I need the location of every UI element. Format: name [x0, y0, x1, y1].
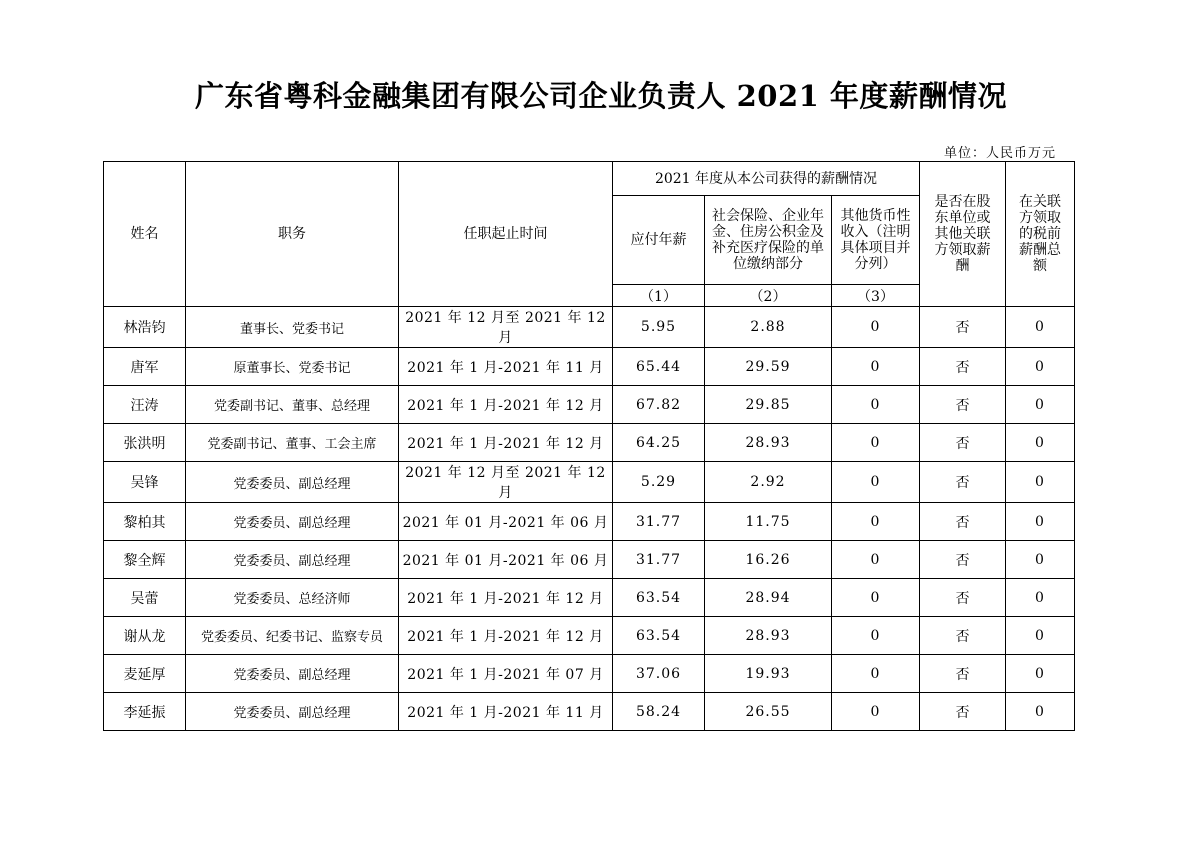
header-index-2: （2） [705, 285, 832, 307]
cell-period: 2021 年 1 月-2021 年 12 月 [399, 424, 613, 462]
cell-shareholder-pay: 否 [920, 307, 1006, 348]
cell-position: 党委副书记、董事、工会主席 [186, 424, 399, 462]
cell-name: 吴蕾 [104, 579, 186, 617]
cell-other-income: 0 [832, 693, 920, 731]
document-title: 广东省粤科金融集团有限公司企业负责人 2021 年度薪酬情况 [195, 79, 1007, 113]
cell-position: 党委委员、副总经理 [186, 693, 399, 731]
cell-salary: 31.77 [613, 503, 705, 541]
cell-salary: 64.25 [613, 424, 705, 462]
header-other-income: 其他货币性收入（注明具体项目并分列） [832, 196, 920, 285]
cell-related-pay: 0 [1006, 541, 1075, 579]
cell-period: 2021 年 12 月至 2021 年 12 月 [399, 307, 613, 348]
cell-name: 麦延厚 [104, 655, 186, 693]
cell-name: 吴锋 [104, 462, 186, 503]
table-row [104, 541, 1075, 579]
table-row [104, 579, 1075, 617]
table-row [104, 348, 1075, 386]
cell-shareholder-pay: 否 [920, 462, 1006, 503]
cell-insurance: 29.59 [705, 348, 832, 386]
cell-period: 2021 年 1 月-2021 年 12 月 [399, 579, 613, 617]
cell-period: 2021 年 1 月-2021 年 07 月 [399, 655, 613, 693]
table-row [104, 655, 1075, 693]
cell-shareholder-pay: 否 [920, 579, 1006, 617]
cell-insurance: 29.85 [705, 386, 832, 424]
unit-label: 单位：人民币万元 [943, 146, 1056, 161]
cell-name: 汪涛 [104, 386, 186, 424]
cell-shareholder-pay: 否 [920, 386, 1006, 424]
cell-other-income: 0 [832, 655, 920, 693]
header-compensation-group: 2021 年度从本公司获得的薪酬情况 [613, 162, 920, 196]
cell-related-pay: 0 [1006, 424, 1075, 462]
cell-related-pay: 0 [1006, 579, 1075, 617]
cell-position: 党委委员、副总经理 [186, 655, 399, 693]
header-position: 职务 [186, 162, 399, 307]
cell-position: 党委委员、副总经理 [186, 503, 399, 541]
cell-position: 党委委员、纪委书记、监察专员 [186, 617, 399, 655]
cell-other-income: 0 [832, 424, 920, 462]
cell-shareholder-pay: 否 [920, 617, 1006, 655]
cell-salary: 5.95 [613, 307, 705, 348]
cell-period: 2021 年 1 月-2021 年 11 月 [399, 693, 613, 731]
cell-other-income: 0 [832, 579, 920, 617]
cell-salary: 37.06 [613, 655, 705, 693]
cell-shareholder-pay: 否 [920, 424, 1006, 462]
cell-name: 李延振 [104, 693, 186, 731]
table-row [104, 386, 1075, 424]
cell-position: 党委委员、副总经理 [186, 541, 399, 579]
cell-shareholder-pay: 否 [920, 541, 1006, 579]
cell-other-income: 0 [832, 503, 920, 541]
cell-related-pay: 0 [1006, 462, 1075, 503]
header-insurance: 社会保险、企业年金、住房公积金及补充医疗保险的单位缴纳部分 [705, 196, 832, 285]
cell-name: 林浩钧 [104, 307, 186, 348]
cell-name: 张洪明 [104, 424, 186, 462]
cell-related-pay: 0 [1006, 348, 1075, 386]
cell-period: 2021 年 1 月-2021 年 11 月 [399, 348, 613, 386]
cell-name: 黎全辉 [104, 541, 186, 579]
header-period: 任职起止时间 [399, 162, 613, 307]
cell-period: 2021 年 1 月-2021 年 12 月 [399, 386, 613, 424]
header-name: 姓名 [104, 162, 186, 307]
cell-name: 唐军 [104, 348, 186, 386]
cell-period: 2021 年 1 月-2021 年 12 月 [399, 617, 613, 655]
cell-insurance: 16.26 [705, 541, 832, 579]
cell-related-pay: 0 [1006, 693, 1075, 731]
cell-salary: 31.77 [613, 541, 705, 579]
cell-shareholder-pay: 否 [920, 655, 1006, 693]
table-row [104, 693, 1075, 731]
cell-position: 党委委员、副总经理 [186, 462, 399, 503]
header-index-3: （3） [832, 285, 920, 307]
header-shareholder-pay: 是否在股东单位或其他关联方领取薪酬 [920, 162, 1006, 307]
cell-name: 谢从龙 [104, 617, 186, 655]
cell-salary: 67.82 [613, 386, 705, 424]
cell-salary: 63.54 [613, 617, 705, 655]
cell-name: 黎柏其 [104, 503, 186, 541]
cell-other-income: 0 [832, 541, 920, 579]
cell-insurance: 2.88 [705, 307, 832, 348]
cell-shareholder-pay: 否 [920, 693, 1006, 731]
cell-related-pay: 0 [1006, 386, 1075, 424]
cell-period: 2021 年 12 月至 2021 年 12 月 [399, 462, 613, 503]
cell-position: 董事长、党委书记 [186, 307, 399, 348]
cell-position: 党委副书记、董事、总经理 [186, 386, 399, 424]
cell-other-income: 0 [832, 348, 920, 386]
cell-related-pay: 0 [1006, 503, 1075, 541]
table-row [104, 617, 1075, 655]
cell-related-pay: 0 [1006, 655, 1075, 693]
cell-other-income: 0 [832, 386, 920, 424]
table-row [104, 503, 1075, 541]
table-body [104, 307, 1075, 731]
cell-other-income: 0 [832, 307, 920, 348]
cell-shareholder-pay: 否 [920, 348, 1006, 386]
cell-period: 2021 年 01 月-2021 年 06 月 [399, 541, 613, 579]
cell-other-income: 0 [832, 462, 920, 503]
cell-insurance: 26.55 [705, 693, 832, 731]
cell-other-income: 0 [832, 617, 920, 655]
salary-table [103, 161, 1075, 731]
table-row [104, 424, 1075, 462]
cell-period: 2021 年 01 月-2021 年 06 月 [399, 503, 613, 541]
cell-insurance: 2.92 [705, 462, 832, 503]
cell-insurance: 19.93 [705, 655, 832, 693]
cell-salary: 58.24 [613, 693, 705, 731]
header-index-1: （1） [613, 285, 705, 307]
header-annual-salary: 应付年薪 [613, 196, 705, 285]
cell-shareholder-pay: 否 [920, 503, 1006, 541]
header-related-pay: 在关联方领取的税前薪酬总额 [1006, 162, 1075, 307]
cell-insurance: 28.93 [705, 617, 832, 655]
cell-insurance: 28.93 [705, 424, 832, 462]
cell-salary: 5.29 [613, 462, 705, 503]
cell-related-pay: 0 [1006, 617, 1075, 655]
cell-position: 党委委员、总经济师 [186, 579, 399, 617]
cell-insurance: 28.94 [705, 579, 832, 617]
cell-salary: 63.54 [613, 579, 705, 617]
cell-salary: 65.44 [613, 348, 705, 386]
table-row [104, 462, 1075, 503]
cell-insurance: 11.75 [705, 503, 832, 541]
table-row [104, 307, 1075, 348]
cell-position: 原董事长、党委书记 [186, 348, 399, 386]
cell-related-pay: 0 [1006, 307, 1075, 348]
